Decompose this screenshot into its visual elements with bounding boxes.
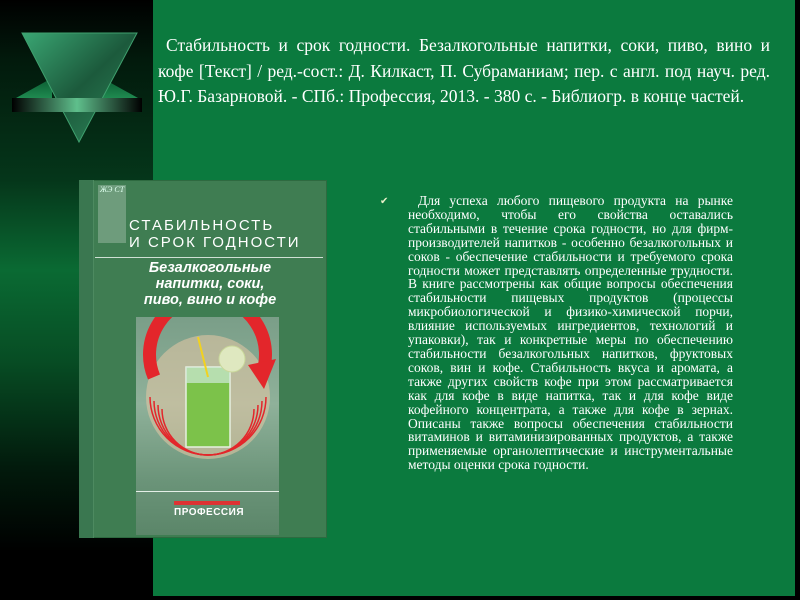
publisher-logo: ПРОФЕССИЯ xyxy=(174,507,245,518)
cover-title xyxy=(129,217,301,251)
publisher-tagline xyxy=(174,501,240,505)
cover-drink-photo xyxy=(136,317,279,535)
cover-photo-divider xyxy=(136,491,279,492)
check-bullet-icon: ✔ xyxy=(380,196,389,207)
cover-divider xyxy=(95,257,323,258)
drink-glass-with-arrow-icon xyxy=(136,317,279,491)
cover-title-line1: СТАБИЛЬНОСТЬ xyxy=(129,217,275,234)
book-cover-image xyxy=(79,180,327,538)
cover-spine xyxy=(79,180,94,538)
cover-subtitle-line2: напитки, соки, xyxy=(155,276,265,292)
cover-subtitle-line1: Безалкогольные xyxy=(148,260,272,276)
cover-emblem: ЖЭ СТ xyxy=(98,185,126,243)
cover-subtitle-line3: пиво, вино и кофе xyxy=(143,292,277,308)
cover-title-line2: И СРОК ГОДНОСТИ xyxy=(129,234,301,251)
book-annotation: Для успеха любого пищевого продукта на рынке необходимо, чтобы его свойства оставались стабильными в течение срока годности, но для фирм-производителей напитков - особенно безалкогольных и соков - обеспечение стабильности и требуемого срока годности может представлять определенные трудности. В книге рассмотрены как общие вопросы обеспечения стабильности пищевых продуктов (процессы микробиологической и физико-химической порчи, влияние используемых ингредиентов, технологий и упаковки), так и конкретные меры по обеспечению стабильности безалкогольных напитков, фруктовых соков, вин и кофе. Стабильность вкуса и аромата, а также других свойств кофе при этом рассматривается как для кофе в виде напитка, так и для кофе виде кофейного концентрата, а также для кофе в зернах. Описаны также вопросы обеспечения стабильности витаминов и витаминизированных продуктов, а также применяемые органолептические и инструментальные методы оценки срока годности. xyxy=(408,193,733,473)
cover-subtitle xyxy=(99,260,321,308)
slide-title: Стабильность и срок годности. Безалкогольные напитки, соки, пиво, вино и кофе [Текст] / ред.-сост.: Д. Килкаст, П. Субраманиам; пер. с англ. под науч. ред. Ю.Г. Базарновой. - СПб.: Профессия, 2013. - 380 с. - Библиогр. в конце частей. xyxy=(158,35,770,106)
green-triangle-logo-icon xyxy=(12,30,142,145)
